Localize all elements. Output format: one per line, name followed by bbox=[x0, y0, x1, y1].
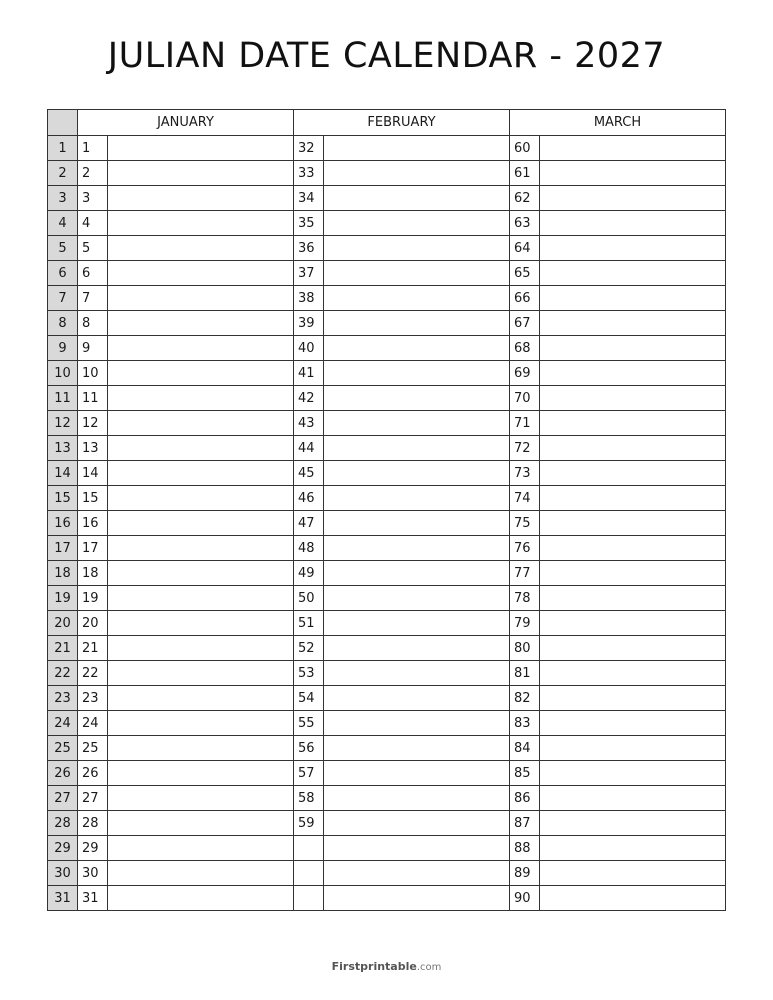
march-note-cell bbox=[540, 861, 726, 886]
march-julian-date: 74 bbox=[510, 486, 540, 511]
january-julian-date: 29 bbox=[78, 836, 108, 861]
february-julian-date bbox=[294, 861, 324, 886]
january-note-cell bbox=[108, 236, 294, 261]
day-number: 7 bbox=[48, 286, 78, 311]
january-julian-date: 28 bbox=[78, 811, 108, 836]
january-note-cell bbox=[108, 411, 294, 436]
january-julian-date: 17 bbox=[78, 536, 108, 561]
day-number: 5 bbox=[48, 236, 78, 261]
page-title: JULIAN DATE CALENDAR - 2027 bbox=[107, 36, 666, 76]
february-julian-date: 53 bbox=[294, 661, 324, 686]
january-julian-date: 18 bbox=[78, 561, 108, 586]
january-note-cell bbox=[108, 886, 294, 911]
table-row bbox=[48, 461, 726, 486]
day-number: 24 bbox=[48, 711, 78, 736]
february-julian-date: 48 bbox=[294, 536, 324, 561]
march-note-cell bbox=[540, 136, 726, 161]
day-number: 9 bbox=[48, 336, 78, 361]
day-number: 8 bbox=[48, 311, 78, 336]
january-note-cell bbox=[108, 486, 294, 511]
february-julian-date: 46 bbox=[294, 486, 324, 511]
month-header-february: FEBRUARY bbox=[294, 110, 510, 136]
february-note-cell bbox=[324, 486, 510, 511]
february-julian-date: 54 bbox=[294, 686, 324, 711]
march-note-cell bbox=[540, 536, 726, 561]
february-note-cell bbox=[324, 586, 510, 611]
march-note-cell bbox=[540, 411, 726, 436]
calendar-body bbox=[48, 136, 726, 911]
day-number: 25 bbox=[48, 736, 78, 761]
february-note-cell bbox=[324, 561, 510, 586]
march-note-cell bbox=[540, 386, 726, 411]
table-row bbox=[48, 761, 726, 786]
february-note-cell bbox=[324, 786, 510, 811]
march-julian-date: 81 bbox=[510, 661, 540, 686]
march-note-cell bbox=[540, 261, 726, 286]
february-note-cell bbox=[324, 511, 510, 536]
month-header-january: JANUARY bbox=[78, 110, 294, 136]
february-julian-date bbox=[294, 836, 324, 861]
footer-brand bbox=[0, 960, 773, 973]
january-note-cell bbox=[108, 311, 294, 336]
january-julian-date: 20 bbox=[78, 611, 108, 636]
january-julian-date: 5 bbox=[78, 236, 108, 261]
february-note-cell bbox=[324, 236, 510, 261]
table-row bbox=[48, 261, 726, 286]
day-number: 17 bbox=[48, 536, 78, 561]
table-row bbox=[48, 611, 726, 636]
january-julian-date: 9 bbox=[78, 336, 108, 361]
january-note-cell bbox=[108, 761, 294, 786]
january-note-cell bbox=[108, 186, 294, 211]
julian-calendar-table bbox=[47, 109, 726, 911]
january-julian-date: 15 bbox=[78, 486, 108, 511]
table-row bbox=[48, 336, 726, 361]
day-number: 14 bbox=[48, 461, 78, 486]
february-note-cell bbox=[324, 161, 510, 186]
february-julian-date: 49 bbox=[294, 561, 324, 586]
march-note-cell bbox=[540, 761, 726, 786]
february-julian-date: 55 bbox=[294, 711, 324, 736]
day-number: 6 bbox=[48, 261, 78, 286]
february-note-cell bbox=[324, 636, 510, 661]
table-row bbox=[48, 411, 726, 436]
february-note-cell bbox=[324, 136, 510, 161]
february-note-cell bbox=[324, 311, 510, 336]
day-number: 20 bbox=[48, 611, 78, 636]
march-note-cell bbox=[540, 636, 726, 661]
february-note-cell bbox=[324, 361, 510, 386]
march-julian-date: 77 bbox=[510, 561, 540, 586]
march-julian-date: 76 bbox=[510, 536, 540, 561]
march-note-cell bbox=[540, 661, 726, 686]
february-note-cell bbox=[324, 861, 510, 886]
march-note-cell bbox=[540, 236, 726, 261]
february-julian-date: 43 bbox=[294, 411, 324, 436]
table-row bbox=[48, 636, 726, 661]
january-note-cell bbox=[108, 136, 294, 161]
january-julian-date: 27 bbox=[78, 786, 108, 811]
january-note-cell bbox=[108, 386, 294, 411]
day-number: 3 bbox=[48, 186, 78, 211]
february-julian-date: 37 bbox=[294, 261, 324, 286]
january-julian-date: 22 bbox=[78, 661, 108, 686]
march-julian-date: 69 bbox=[510, 361, 540, 386]
january-note-cell bbox=[108, 811, 294, 836]
table-row bbox=[48, 736, 726, 761]
february-note-cell bbox=[324, 336, 510, 361]
march-julian-date: 90 bbox=[510, 886, 540, 911]
march-julian-date: 64 bbox=[510, 236, 540, 261]
march-julian-date: 85 bbox=[510, 761, 540, 786]
february-note-cell bbox=[324, 411, 510, 436]
february-julian-date: 51 bbox=[294, 611, 324, 636]
january-julian-date: 12 bbox=[78, 411, 108, 436]
table-row bbox=[48, 586, 726, 611]
february-julian-date: 33 bbox=[294, 161, 324, 186]
january-note-cell bbox=[108, 561, 294, 586]
table-row bbox=[48, 286, 726, 311]
day-number: 2 bbox=[48, 161, 78, 186]
day-number: 16 bbox=[48, 511, 78, 536]
january-note-cell bbox=[108, 661, 294, 686]
march-note-cell bbox=[540, 361, 726, 386]
january-note-cell bbox=[108, 461, 294, 486]
january-julian-date: 23 bbox=[78, 686, 108, 711]
table-row bbox=[48, 236, 726, 261]
march-note-cell bbox=[540, 286, 726, 311]
table-row bbox=[48, 386, 726, 411]
march-julian-date: 75 bbox=[510, 511, 540, 536]
january-note-cell bbox=[108, 161, 294, 186]
january-julian-date: 2 bbox=[78, 161, 108, 186]
table-row bbox=[48, 561, 726, 586]
january-note-cell bbox=[108, 436, 294, 461]
march-julian-date: 87 bbox=[510, 811, 540, 836]
march-note-cell bbox=[540, 211, 726, 236]
january-julian-date: 31 bbox=[78, 886, 108, 911]
january-julian-date: 7 bbox=[78, 286, 108, 311]
march-note-cell bbox=[540, 511, 726, 536]
corner-cell bbox=[48, 110, 78, 136]
table-row bbox=[48, 511, 726, 536]
day-number: 27 bbox=[48, 786, 78, 811]
january-note-cell bbox=[108, 586, 294, 611]
month-header-row bbox=[48, 110, 726, 136]
march-note-cell bbox=[540, 561, 726, 586]
january-julian-date: 3 bbox=[78, 186, 108, 211]
march-julian-date: 78 bbox=[510, 586, 540, 611]
march-julian-date: 89 bbox=[510, 861, 540, 886]
january-julian-date: 16 bbox=[78, 511, 108, 536]
january-note-cell bbox=[108, 361, 294, 386]
february-note-cell bbox=[324, 186, 510, 211]
february-julian-date: 57 bbox=[294, 761, 324, 786]
january-note-cell bbox=[108, 511, 294, 536]
february-julian-date: 41 bbox=[294, 361, 324, 386]
march-note-cell bbox=[540, 736, 726, 761]
january-note-cell bbox=[108, 711, 294, 736]
march-julian-date: 70 bbox=[510, 386, 540, 411]
february-julian-date: 47 bbox=[294, 511, 324, 536]
january-julian-date: 6 bbox=[78, 261, 108, 286]
table-row bbox=[48, 836, 726, 861]
march-note-cell bbox=[540, 886, 726, 911]
january-julian-date: 4 bbox=[78, 211, 108, 236]
day-number: 19 bbox=[48, 586, 78, 611]
march-julian-date: 60 bbox=[510, 136, 540, 161]
february-julian-date: 58 bbox=[294, 786, 324, 811]
march-note-cell bbox=[540, 436, 726, 461]
march-note-cell bbox=[540, 311, 726, 336]
march-note-cell bbox=[540, 786, 726, 811]
february-julian-date bbox=[294, 886, 324, 911]
february-note-cell bbox=[324, 461, 510, 486]
table-row bbox=[48, 661, 726, 686]
february-julian-date: 44 bbox=[294, 436, 324, 461]
table-row bbox=[48, 161, 726, 186]
march-julian-date: 72 bbox=[510, 436, 540, 461]
february-julian-date: 39 bbox=[294, 311, 324, 336]
march-note-cell bbox=[540, 711, 726, 736]
march-note-cell bbox=[540, 461, 726, 486]
january-note-cell bbox=[108, 336, 294, 361]
day-number: 11 bbox=[48, 386, 78, 411]
february-note-cell bbox=[324, 811, 510, 836]
february-note-cell bbox=[324, 686, 510, 711]
february-julian-date: 45 bbox=[294, 461, 324, 486]
day-number: 15 bbox=[48, 486, 78, 511]
january-note-cell bbox=[108, 836, 294, 861]
february-julian-date: 56 bbox=[294, 736, 324, 761]
day-number: 29 bbox=[48, 836, 78, 861]
march-note-cell bbox=[540, 161, 726, 186]
february-note-cell bbox=[324, 711, 510, 736]
table-row bbox=[48, 536, 726, 561]
february-julian-date: 35 bbox=[294, 211, 324, 236]
january-julian-date: 19 bbox=[78, 586, 108, 611]
february-julian-date: 59 bbox=[294, 811, 324, 836]
table-row bbox=[48, 311, 726, 336]
february-note-cell bbox=[324, 736, 510, 761]
march-julian-date: 82 bbox=[510, 686, 540, 711]
february-julian-date: 50 bbox=[294, 586, 324, 611]
march-note-cell bbox=[540, 686, 726, 711]
table-row bbox=[48, 686, 726, 711]
january-note-cell bbox=[108, 261, 294, 286]
march-note-cell bbox=[540, 811, 726, 836]
day-number: 1 bbox=[48, 136, 78, 161]
day-number: 12 bbox=[48, 411, 78, 436]
day-number: 18 bbox=[48, 561, 78, 586]
january-julian-date: 30 bbox=[78, 861, 108, 886]
march-note-cell bbox=[540, 836, 726, 861]
day-number: 31 bbox=[48, 886, 78, 911]
day-number: 10 bbox=[48, 361, 78, 386]
table-row bbox=[48, 786, 726, 811]
march-julian-date: 61 bbox=[510, 161, 540, 186]
day-number: 22 bbox=[48, 661, 78, 686]
february-note-cell bbox=[324, 211, 510, 236]
footer-brand-tld: .com bbox=[416, 962, 442, 973]
february-julian-date: 42 bbox=[294, 386, 324, 411]
day-number: 30 bbox=[48, 861, 78, 886]
march-note-cell bbox=[540, 611, 726, 636]
march-note-cell bbox=[540, 586, 726, 611]
february-julian-date: 52 bbox=[294, 636, 324, 661]
march-julian-date: 88 bbox=[510, 836, 540, 861]
january-note-cell bbox=[108, 211, 294, 236]
january-julian-date: 24 bbox=[78, 711, 108, 736]
day-number: 26 bbox=[48, 761, 78, 786]
february-note-cell bbox=[324, 261, 510, 286]
january-note-cell bbox=[108, 861, 294, 886]
february-julian-date: 36 bbox=[294, 236, 324, 261]
february-note-cell bbox=[324, 611, 510, 636]
february-note-cell bbox=[324, 436, 510, 461]
january-julian-date: 11 bbox=[78, 386, 108, 411]
february-julian-date: 34 bbox=[294, 186, 324, 211]
february-note-cell bbox=[324, 536, 510, 561]
table-row bbox=[48, 711, 726, 736]
february-note-cell bbox=[324, 661, 510, 686]
table-row bbox=[48, 186, 726, 211]
march-note-cell bbox=[540, 486, 726, 511]
january-note-cell bbox=[108, 636, 294, 661]
january-julian-date: 26 bbox=[78, 761, 108, 786]
march-julian-date: 80 bbox=[510, 636, 540, 661]
february-note-cell bbox=[324, 286, 510, 311]
february-julian-date: 32 bbox=[294, 136, 324, 161]
january-note-cell bbox=[108, 736, 294, 761]
march-note-cell bbox=[540, 186, 726, 211]
march-julian-date: 86 bbox=[510, 786, 540, 811]
january-julian-date: 25 bbox=[78, 736, 108, 761]
table-row bbox=[48, 486, 726, 511]
january-julian-date: 14 bbox=[78, 461, 108, 486]
march-julian-date: 83 bbox=[510, 711, 540, 736]
march-note-cell bbox=[540, 336, 726, 361]
january-note-cell bbox=[108, 786, 294, 811]
march-julian-date: 67 bbox=[510, 311, 540, 336]
march-julian-date: 84 bbox=[510, 736, 540, 761]
day-number: 21 bbox=[48, 636, 78, 661]
january-note-cell bbox=[108, 611, 294, 636]
march-julian-date: 63 bbox=[510, 211, 540, 236]
february-julian-date: 38 bbox=[294, 286, 324, 311]
footer-brand-name: Firstprintable bbox=[331, 960, 417, 973]
table-row bbox=[48, 361, 726, 386]
march-julian-date: 68 bbox=[510, 336, 540, 361]
january-julian-date: 21 bbox=[78, 636, 108, 661]
march-julian-date: 73 bbox=[510, 461, 540, 486]
table-row bbox=[48, 886, 726, 911]
day-number: 23 bbox=[48, 686, 78, 711]
february-note-cell bbox=[324, 886, 510, 911]
march-julian-date: 71 bbox=[510, 411, 540, 436]
january-note-cell bbox=[108, 686, 294, 711]
march-julian-date: 79 bbox=[510, 611, 540, 636]
february-note-cell bbox=[324, 761, 510, 786]
day-number: 28 bbox=[48, 811, 78, 836]
february-note-cell bbox=[324, 836, 510, 861]
march-julian-date: 65 bbox=[510, 261, 540, 286]
table-row bbox=[48, 861, 726, 886]
january-julian-date: 8 bbox=[78, 311, 108, 336]
january-note-cell bbox=[108, 536, 294, 561]
january-julian-date: 13 bbox=[78, 436, 108, 461]
february-note-cell bbox=[324, 386, 510, 411]
march-julian-date: 66 bbox=[510, 286, 540, 311]
table-row bbox=[48, 211, 726, 236]
january-note-cell bbox=[108, 286, 294, 311]
table-row bbox=[48, 136, 726, 161]
day-number: 4 bbox=[48, 211, 78, 236]
table-row bbox=[48, 436, 726, 461]
table-row bbox=[48, 811, 726, 836]
march-julian-date: 62 bbox=[510, 186, 540, 211]
january-julian-date: 10 bbox=[78, 361, 108, 386]
february-julian-date: 40 bbox=[294, 336, 324, 361]
january-julian-date: 1 bbox=[78, 136, 108, 161]
month-header-march: MARCH bbox=[510, 110, 726, 136]
day-number: 13 bbox=[48, 436, 78, 461]
